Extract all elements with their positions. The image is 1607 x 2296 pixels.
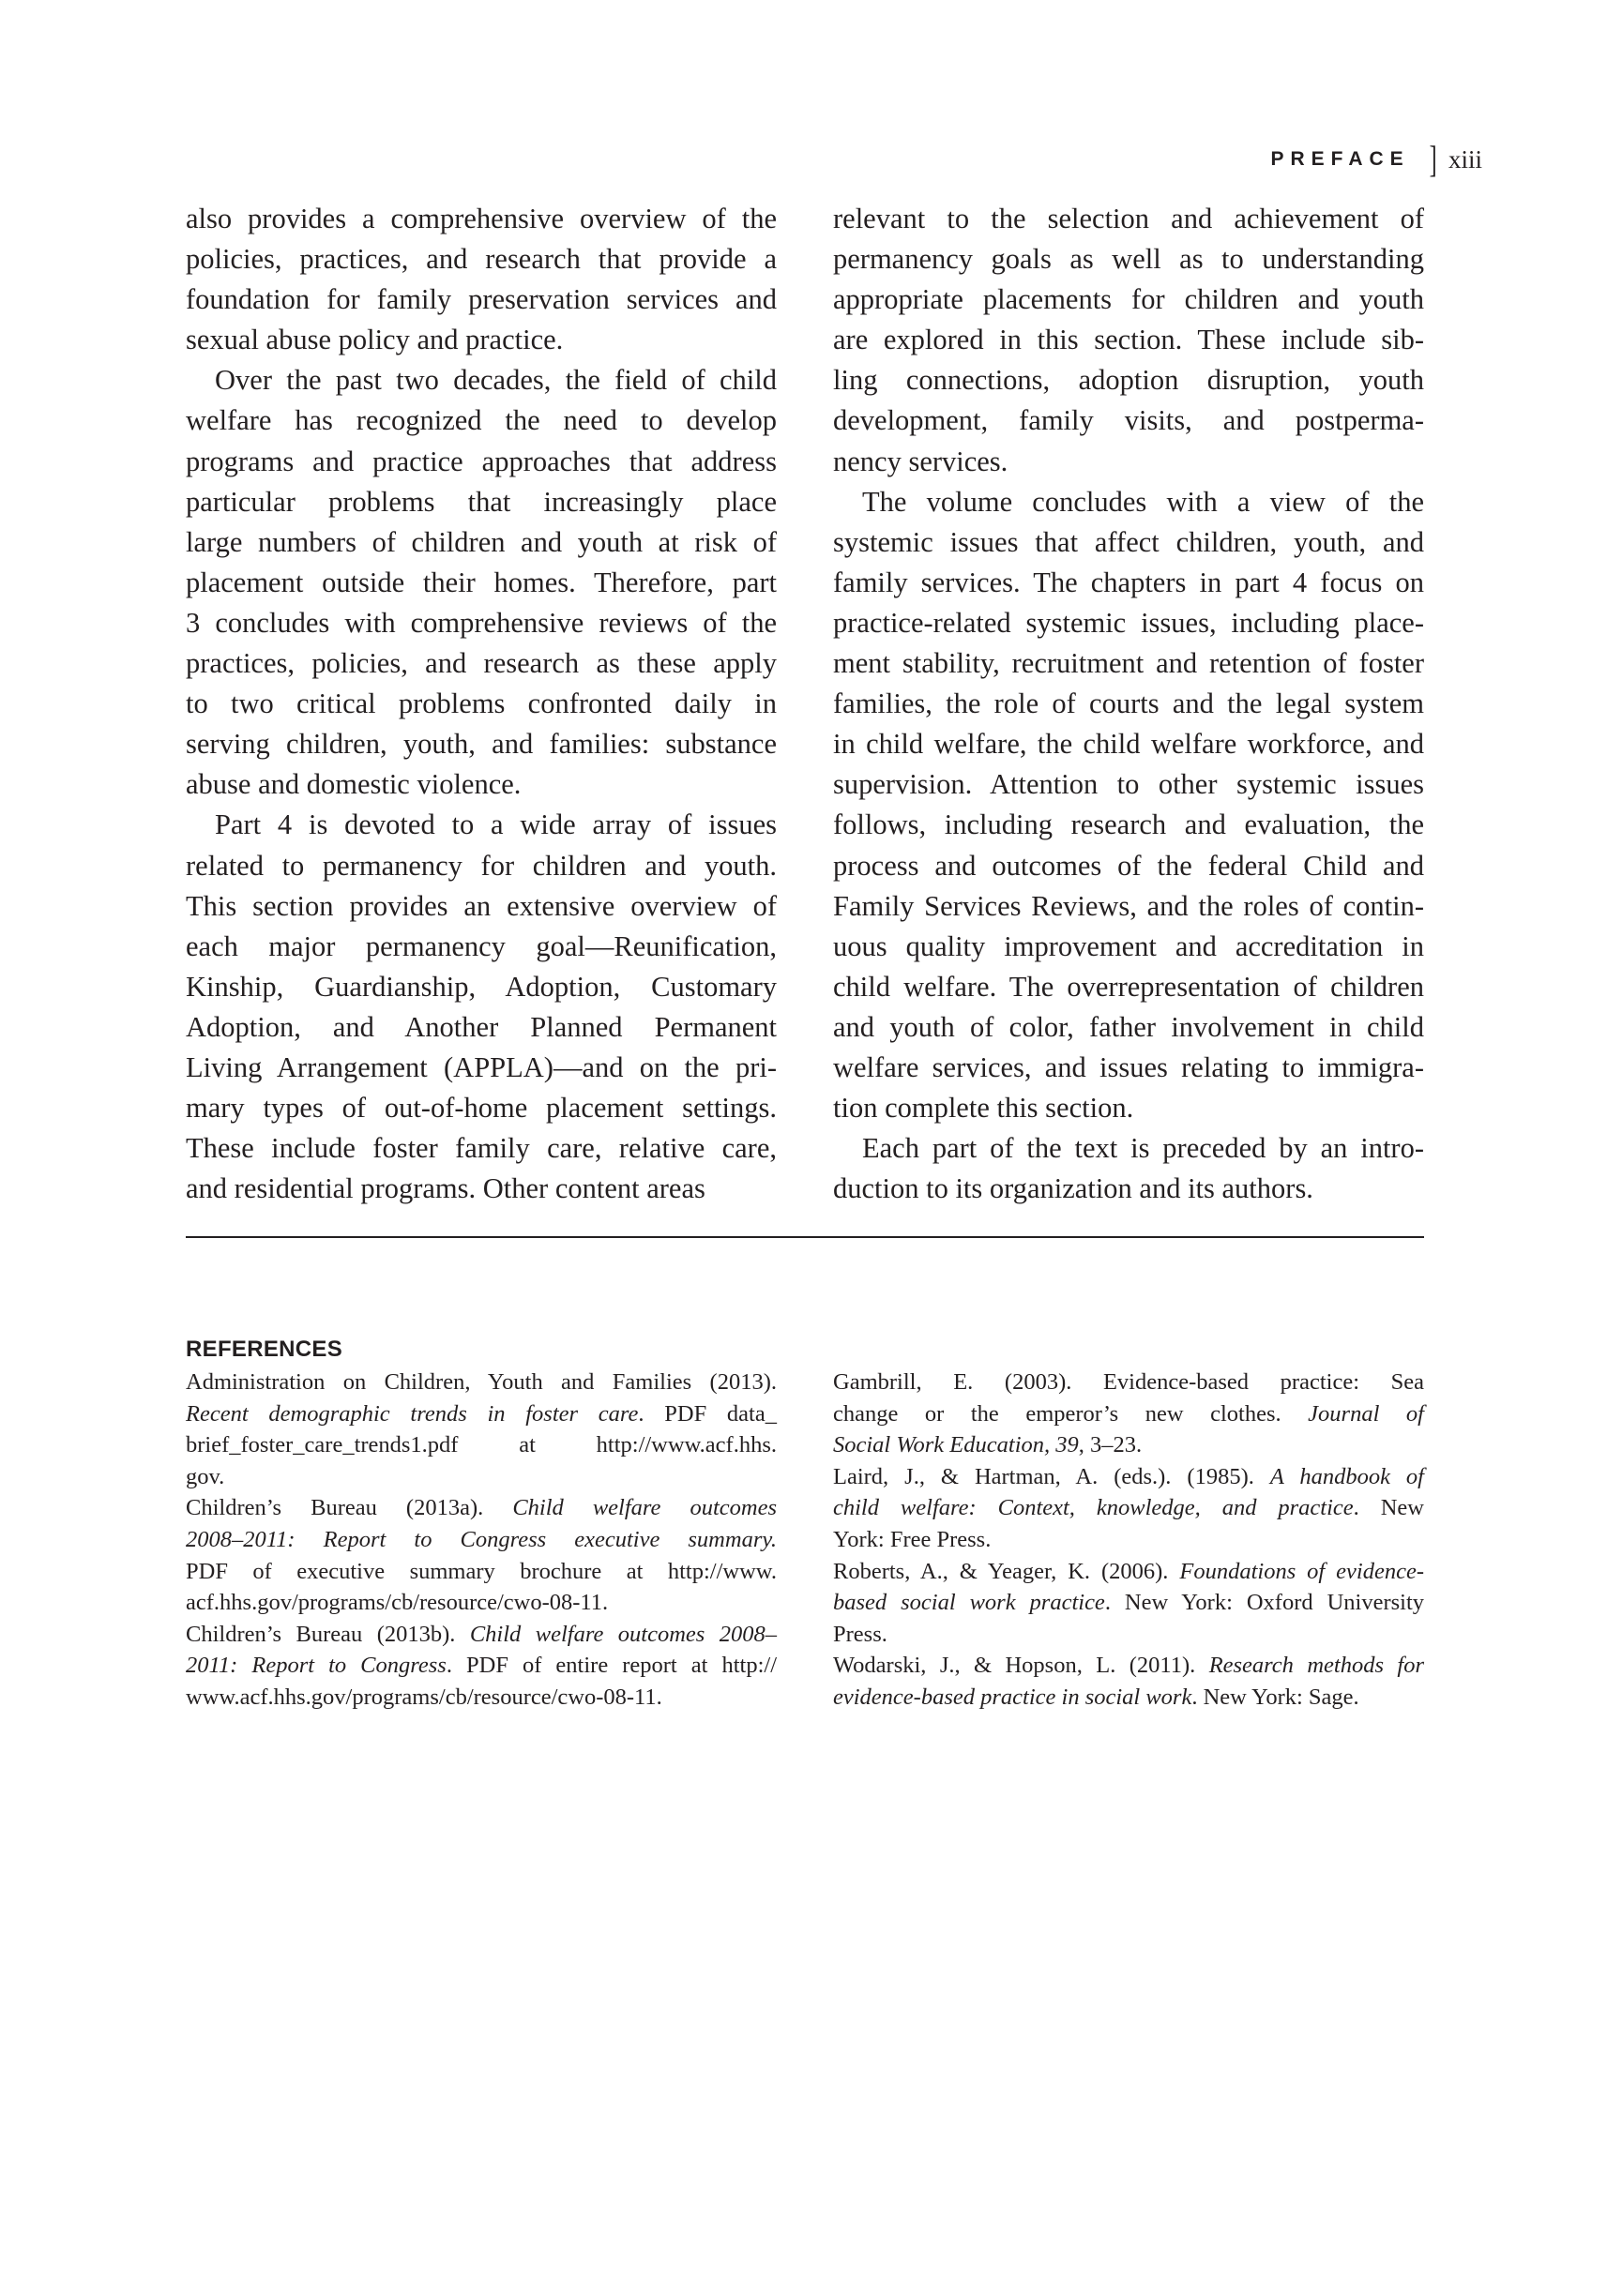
reference-text: Administration on Children, Youth and Families (2013). (186, 1369, 777, 1395)
paragraph (833, 1128, 1424, 1209)
reference-title: Child welfare outcomes 2008– (469, 1621, 777, 1647)
body-column-left (186, 199, 777, 1209)
reference-title: Recent demographic trends in foster care (186, 1400, 639, 1427)
text-line: and youth of color, father involvement in child (833, 1010, 1424, 1043)
paragraph (186, 360, 777, 805)
reference-text: York: Free Press. (833, 1526, 992, 1552)
text-line: process and outcomes of the federal Child and (833, 849, 1424, 882)
text-line: welfare services, and issues relating to immigra- (833, 1050, 1424, 1083)
reference-title: Journal of (1308, 1400, 1424, 1427)
text-line: follows, including research and evaluation, the (833, 808, 1424, 841)
bracket-icon: ] (1429, 138, 1437, 180)
references-column-left (186, 1367, 777, 1714)
reference-text: Roberts, A., & Yeager, K. (2006). (833, 1558, 1180, 1584)
reference-entry (833, 1461, 1424, 1556)
text-line: ling connections, adoption disruption, youth (833, 364, 1424, 397)
text-line: each major permanency goal—Reunification, (186, 929, 777, 962)
paragraph (186, 805, 777, 1209)
text-line: Kinship, Guardianship, Adoption, Customary (186, 970, 777, 1003)
reference-text: Press. (833, 1621, 887, 1647)
text-line: related to permanency for children and youth. (186, 849, 777, 882)
reference-text: acf.hhs.gov/programs/cb/resource/cwo-08-11. (186, 1590, 609, 1616)
text-line: Part 4 is devoted to a wide array of issues (215, 808, 777, 841)
running-head (1210, 138, 1482, 180)
running-head-section: PREFACE (1270, 148, 1410, 170)
text-line: tion complete this section. (833, 1092, 1134, 1125)
reference-text: change or the emperor’s new clothes. (833, 1400, 1309, 1427)
reference-entry (833, 1556, 1424, 1651)
reference-line (186, 1398, 777, 1430)
text-line: mary types of out-of-home placement settings. (186, 1092, 777, 1125)
reference-line (186, 1556, 777, 1588)
reference-text: www.acf.hhs.gov/programs/cb/resource/cwo-08-11. (186, 1684, 662, 1710)
text-line: nency services. (833, 445, 1008, 477)
text-line: development, family visits, and postperma- (833, 404, 1424, 437)
text-line: systemic issues that affect children, youth, and (833, 525, 1424, 558)
reference-line (186, 1429, 777, 1461)
references-column-right (833, 1367, 1424, 1714)
reference-title: child welfare: Context, knowledge, and practice (833, 1495, 1354, 1521)
text-line: are explored in this section. These include sib- (833, 324, 1424, 356)
reference-line (186, 1587, 777, 1619)
reference-line (833, 1461, 1424, 1493)
reference-line (186, 1650, 777, 1682)
reference-line (186, 1524, 777, 1556)
reference-line (186, 1367, 777, 1398)
text-line: Adoption, and Another Planned Permanent (186, 1010, 777, 1043)
text-line: particular problems that increasingly place (186, 485, 777, 518)
paragraph (833, 482, 1424, 1129)
reference-title: Foundations of evidence- (1179, 1558, 1424, 1584)
reference-entry (833, 1650, 1424, 1713)
reference-text: . PDF data_ (638, 1400, 777, 1427)
reference-title: A handbook of (1269, 1463, 1424, 1489)
text-line: programs and practice approaches that address (186, 445, 777, 477)
reference-line (833, 1619, 1424, 1651)
text-line: policies, practices, and research that provide a (186, 243, 777, 276)
reference-line (833, 1398, 1424, 1430)
text-line: uous quality improvement and accreditation in (833, 929, 1424, 962)
text-line: ment stability, recruitment and retention of foster (833, 647, 1424, 680)
reference-line (833, 1524, 1424, 1556)
reference-line (833, 1492, 1424, 1524)
reference-line (186, 1492, 777, 1524)
text-line: practices, policies, and research as these apply (186, 647, 777, 680)
paragraph (186, 199, 777, 360)
reference-title: Social Work Education, 39 (833, 1432, 1079, 1458)
reference-text: Laird, J., & Hartman, A. (eds.). (1985). (833, 1463, 1270, 1489)
reference-text: gov. (186, 1463, 225, 1489)
text-line: families, the role of courts and the legal system (833, 687, 1424, 720)
reference-entry (186, 1492, 777, 1618)
text-line: permanency goals as well as to understanding (833, 243, 1424, 276)
reference-title: Child welfare outcomes (512, 1495, 777, 1521)
text-line: Family Services Reviews, and the roles of contin- (833, 889, 1424, 922)
reference-line (186, 1461, 777, 1493)
reference-entry (186, 1619, 777, 1714)
text-line: sexual abuse policy and practice. (186, 324, 564, 356)
text-line: practice-related systemic issues, including place- (833, 606, 1424, 639)
text-line: and residential programs. Other content areas (186, 1172, 705, 1205)
reference-line (833, 1556, 1424, 1588)
reference-line (833, 1650, 1425, 1682)
reference-text: Children’s Bureau (2013b). (186, 1621, 470, 1647)
text-line: abuse and domestic violence. (186, 768, 522, 801)
reference-line (833, 1587, 1424, 1619)
text-line: also provides a comprehensive overview of the (186, 203, 777, 234)
reference-text: PDF of executive summary brochure at http://www. (186, 1558, 777, 1584)
reference-entry (833, 1367, 1424, 1461)
text-line: welfare has recognized the need to develop (186, 404, 777, 437)
body-column-right (833, 199, 1424, 1209)
text-line: placement outside their homes. Therefore, part (186, 566, 777, 598)
text-line: The volume concludes with a view of the (862, 485, 1424, 518)
reference-title: Research methods for (1208, 1653, 1425, 1679)
reference-line (186, 1619, 777, 1651)
text-line: family services. The chapters in part 4 focus on (833, 566, 1424, 598)
reference-title: 2008–2011: Report to Congress executive summary. (186, 1526, 777, 1552)
paragraph (833, 199, 1424, 482)
reference-line (833, 1429, 1424, 1461)
reference-text: Children’s Bureau (2013a). (186, 1495, 513, 1521)
reference-line (833, 1682, 1424, 1714)
text-line: Over the past two decades, the field of child (215, 364, 777, 397)
page-number: xiii (1448, 144, 1482, 174)
reference-text: brief_foster_care_trends1.pdf at http://www.acf.hhs. (186, 1432, 777, 1458)
reference-text: Wodarski, J., & Hopson, L. (2011). (833, 1653, 1209, 1679)
text-line: large numbers of children and youth at risk of (186, 525, 777, 558)
text-line: relevant to the selection and achievement of (833, 203, 1424, 234)
text-line: Each part of the text is preceded by an intro- (862, 1132, 1424, 1165)
reference-title: based social work practice (833, 1590, 1105, 1616)
reference-text: . New York: Sage. (1191, 1684, 1359, 1710)
text-line: These include foster family care, relative care, (186, 1132, 777, 1165)
reference-entry (186, 1367, 777, 1492)
reference-text: , 3–23. (1078, 1432, 1143, 1458)
text-line: supervision. Attention to other systemic issues (833, 768, 1424, 801)
text-line: 3 concludes with comprehensive reviews of the (186, 606, 777, 639)
references-heading: REFERENCES (186, 1337, 343, 1362)
reference-title: evidence-based practice in social work (833, 1684, 1192, 1710)
text-line: This section provides an extensive overview of (186, 889, 777, 922)
section-divider (186, 1236, 1424, 1238)
text-line: serving children, youth, and families: substance (186, 728, 777, 761)
reference-title: 2011: Report to Congress (186, 1653, 447, 1679)
text-line: appropriate placements for children and youth (833, 283, 1424, 316)
reference-text: Gambrill, E. (2003). Evidence-based practice: Sea (833, 1369, 1424, 1395)
text-line: duction to its organization and its authors. (833, 1172, 1313, 1205)
text-line: in child welfare, the child welfare workforce, and (833, 728, 1424, 761)
reference-text: . PDF of entire report at http:// (446, 1653, 777, 1679)
reference-line (833, 1367, 1424, 1398)
text-line: to two critical problems confronted daily in (186, 687, 777, 720)
reference-line (186, 1682, 777, 1714)
text-line: foundation for family preservation services and (186, 283, 777, 316)
text-line: Living Arrangement (APPLA)—and on the pri- (186, 1050, 777, 1083)
text-line: child welfare. The overrepresentation of children (833, 970, 1424, 1003)
reference-text: . New (1353, 1495, 1424, 1521)
reference-text: . New York: Oxford University (1104, 1590, 1424, 1616)
